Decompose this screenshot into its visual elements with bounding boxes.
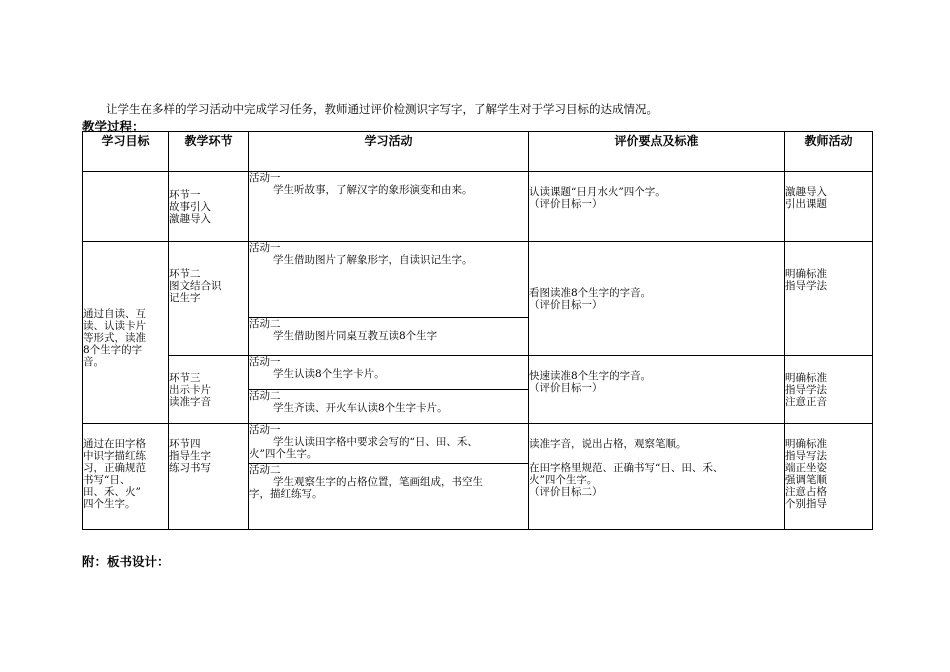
activity-body: 学生认读田字格中要求会写的“日、田、禾、 [273, 436, 478, 448]
activity-body: 学生借助图片同桌互教互读8个生字 [273, 330, 438, 342]
activity-title: 活动二 [249, 318, 281, 330]
evaluation-line: （评价目标一） [529, 298, 603, 311]
step-line: 环节三 [169, 371, 201, 384]
header-activity: 学习活动 [249, 132, 529, 172]
evaluation-line: （评价目标一） [529, 198, 603, 210]
evaluation-cell [529, 356, 785, 424]
evaluation-line: （评价目标一） [529, 382, 603, 394]
step-line: 环节四 [169, 438, 201, 450]
step-line: 环节一 [169, 188, 201, 201]
goal-line: 通过自读、互 [83, 307, 146, 320]
step-cell [169, 424, 249, 530]
teacher-line: 明确标准 [785, 371, 827, 384]
teacher-line: 指导学法 [785, 383, 827, 396]
goal-cell-empty [83, 172, 169, 242]
header-step: 教学环节 [169, 132, 249, 172]
step-line: 故事引入 [169, 200, 211, 213]
goal-line: 音。 [83, 355, 104, 368]
goal-cell [83, 242, 169, 424]
step-line: 记生字 [169, 292, 201, 304]
teacher-line: 明确标准 [785, 438, 827, 450]
activity-cell [249, 356, 529, 390]
evaluation-line: 看图读准8个生字的字音。 [529, 286, 652, 299]
evaluation-line: 火”四个生字。 [529, 474, 598, 486]
activity-title: 活动二 [249, 390, 281, 402]
teacher-line: 引出课题 [785, 198, 827, 210]
activity-body: 学生齐读、开火车认读8个生字卡片。 [273, 402, 448, 414]
teacher-cell [785, 424, 873, 530]
teacher-line: 指导写法 [785, 450, 827, 462]
step-cell [169, 356, 249, 424]
teacher-line: 个别指导 [785, 498, 827, 510]
evaluation-spacer [529, 450, 784, 462]
step-line: 图文结合识 [169, 280, 222, 292]
header-evaluation: 评价要点及标准 [529, 132, 785, 172]
teacher-line: 强调笔顺 [785, 474, 827, 486]
activity-title: 活动一 [249, 356, 281, 368]
activity-body-cont: 字，描红练写。 [249, 488, 323, 500]
evaluation-cell [529, 172, 785, 242]
activity-cell [249, 172, 529, 242]
activity-cell [249, 318, 529, 356]
teacher-line: 指导学法 [785, 280, 827, 292]
intro-paragraph: 让学生在多样的学习活动中完成学习任务，教师通过评价检测识字写字，了解学生对于学习目标的达成情况。 [106, 102, 658, 116]
step-line: 出示卡片 [169, 383, 211, 396]
activity-body: 学生听故事，了解汉字的象形演变和由来。 [273, 184, 473, 196]
step-line: 读准字音 [169, 395, 211, 408]
step-cell [169, 172, 249, 242]
step-cell [169, 242, 249, 356]
activity-body: 学生观察生字的占格位置，笔画组成，书空生 [273, 476, 483, 488]
section-title: 教学过程： [82, 119, 145, 134]
step-line: 练习书写 [169, 462, 211, 474]
step-line: 激趣导入 [169, 212, 211, 225]
activity-cell [249, 390, 529, 424]
evaluation-line: 读准字音，说出占格，观察笔顺。 [529, 438, 687, 450]
lesson-plan-table [82, 131, 873, 530]
goal-line: 8个生字的字 [83, 343, 143, 356]
goal-line: 四个生字。 [83, 498, 136, 510]
activity-title: 活动一 [249, 172, 281, 184]
teacher-line: 明确标准 [785, 268, 827, 280]
table-header-row [83, 132, 873, 172]
teacher-cell [785, 356, 873, 424]
table-row [83, 242, 873, 318]
teacher-cell [785, 172, 873, 242]
table-row [83, 172, 873, 242]
activity-cell [249, 464, 529, 530]
teacher-line: 端正坐姿 [785, 462, 827, 474]
evaluation-cell [529, 424, 785, 530]
activity-cell [249, 424, 529, 464]
evaluation-line: （评价目标二） [529, 486, 603, 498]
table-row [83, 356, 873, 390]
teacher-cell [785, 242, 873, 356]
goal-line: 习，正确规范 [83, 462, 146, 474]
evaluation-line: 快速读准8个生字的字音。 [529, 370, 652, 382]
activity-body: 学生借助图片了解象形字，自读识记生字。 [273, 254, 473, 266]
goal-cell [83, 424, 169, 530]
teacher-line: 注意占格 [785, 486, 827, 498]
activity-body-cont: 火”四个生字。 [249, 448, 318, 460]
activity-title: 活动一 [249, 424, 281, 436]
step-line: 指导生字 [169, 450, 211, 462]
goal-line: 等形式，读准 [83, 331, 146, 344]
activity-cell [249, 242, 529, 318]
table-row [83, 424, 873, 464]
teacher-line: 注意正音 [785, 395, 827, 408]
goal-line: 书写“日、 [83, 474, 131, 486]
goal-line: 中识字描红练 [83, 450, 146, 462]
step-line: 环节二 [169, 268, 201, 280]
evaluation-cell [529, 242, 785, 356]
evaluation-line: 认读课题“日月水火”四个字。 [529, 186, 666, 198]
activity-body: 学生认读8个生字卡片。 [273, 368, 385, 380]
evaluation-line: 在田字格里规范、正确书写“日、田、禾、 [529, 462, 724, 474]
activity-title: 活动二 [249, 464, 281, 476]
goal-line: 田、禾、火” [83, 486, 141, 498]
goal-line: 读、认读卡片 [83, 319, 146, 332]
activity-title: 活动一 [249, 242, 281, 254]
header-teacher: 教师活动 [785, 132, 873, 172]
board-design-title: 附：板书设计： [82, 554, 170, 569]
goal-line: 通过在田字格 [83, 438, 146, 450]
teacher-line: 激趣导入 [785, 186, 827, 198]
header-goal: 学习目标 [83, 132, 169, 172]
